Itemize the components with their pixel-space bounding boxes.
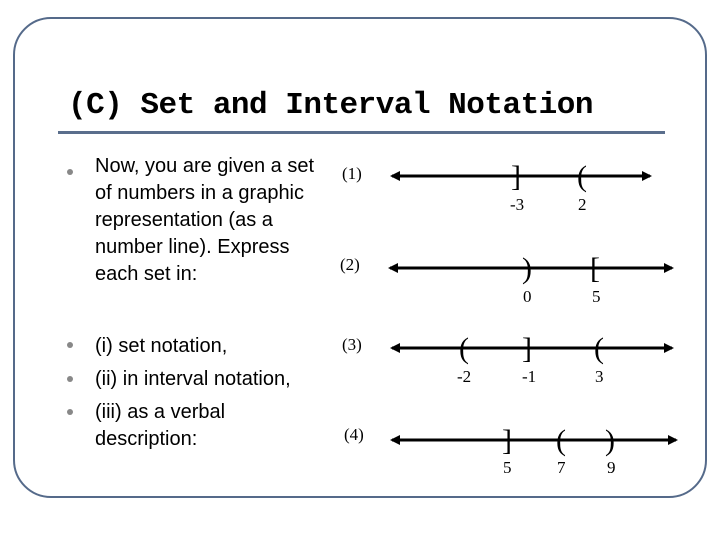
tick-label: -3 [510, 195, 525, 214]
interval-bracket: ( [556, 424, 566, 457]
interval-bracket: ( [577, 160, 587, 193]
number-line-index: (3) [342, 335, 362, 354]
tick-label: 3 [595, 367, 604, 386]
intro-text: Now, you are given a set of numbers in a graphic representation (as a number line). Express each set in: [95, 155, 315, 285]
number-line-index: (4) [344, 425, 364, 444]
number-line-index: (1) [342, 164, 362, 183]
tick-label: 2 [578, 195, 587, 214]
interval-bracket: ] [511, 160, 521, 193]
item-verbal-description: (iii) as a verbal description: [95, 401, 226, 450]
tick-label: -2 [457, 367, 472, 386]
number-line-3 [342, 332, 672, 386]
number-line-index: (2) [340, 255, 360, 274]
slide-title: (C) Set and Interval Notation [68, 88, 593, 123]
number-line-1 [342, 160, 650, 214]
interval-bracket: ] [522, 332, 532, 365]
tick-label: -1 [522, 367, 537, 386]
item-set-notation: (i) set notation, [95, 335, 228, 357]
interval-bracket: ( [459, 332, 469, 365]
tick-label: 9 [607, 458, 616, 477]
number-line-4 [344, 424, 676, 477]
tick-label: 5 [592, 287, 601, 306]
tick-label: 0 [523, 287, 532, 306]
tick-label: 7 [557, 458, 566, 477]
interval-bracket: ] [502, 424, 512, 457]
interval-bracket: ) [522, 252, 532, 285]
number-line-2 [340, 252, 672, 306]
interval-bracket: ) [605, 424, 615, 457]
interval-bracket: [ [590, 252, 600, 285]
item-interval-notation: (ii) in interval notation, [95, 368, 291, 390]
tick-label: 5 [503, 458, 512, 477]
interval-bracket: ( [594, 332, 604, 365]
